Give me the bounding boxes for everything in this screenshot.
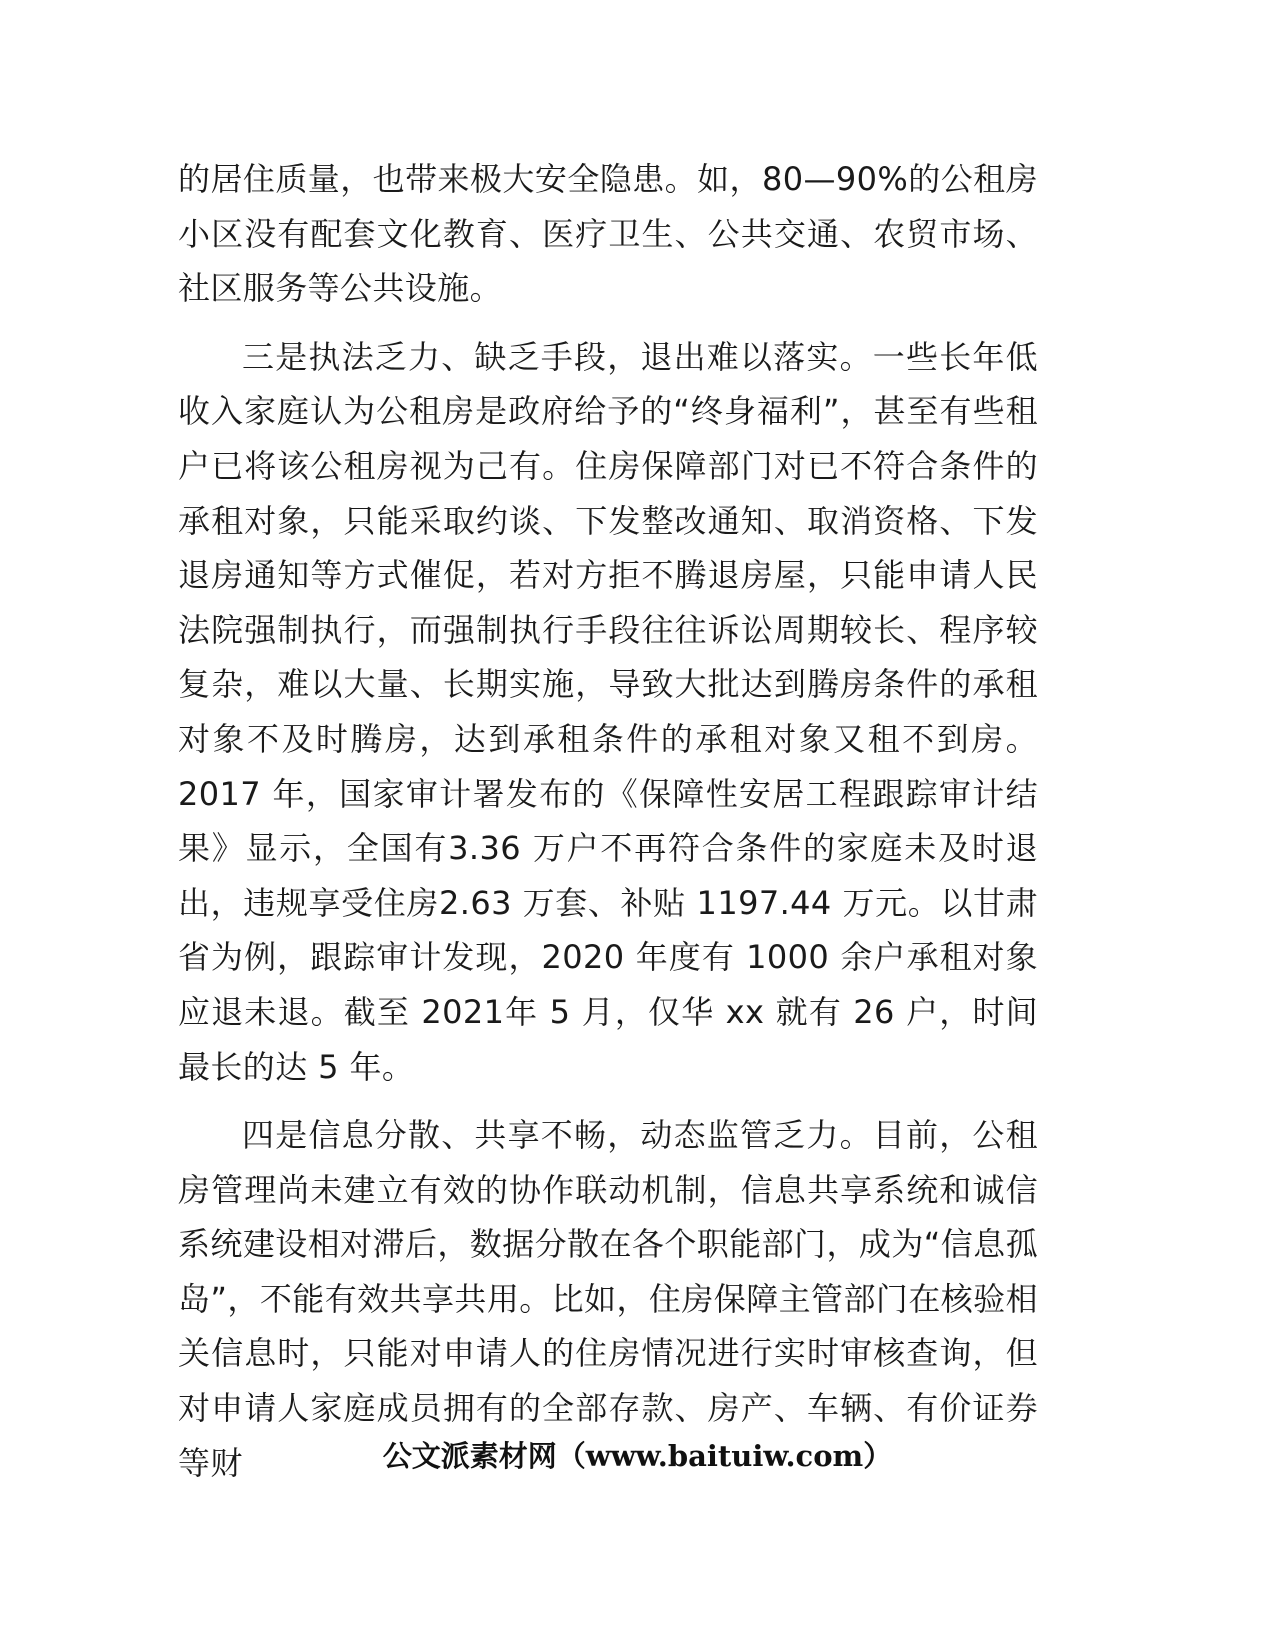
paragraph-continued: 的居住质量，也带来极大安全隐患。如，80—90%的公租房小区没有配套文化教育、医疗卫生、公共交通、农贸市场、社区服务等公共设施。 (178, 160, 1038, 308)
document-body (178, 152, 1038, 1504)
footer-watermark: 公文派素材网（www.baituiw.com） (382, 1439, 893, 1473)
paragraph-point-three: 三是执法乏力、缺乏手段，退出难以落实。一些长年低收入家庭认为公租房是政府给予的“终身福利”，甚至有些租户已将该公租房视为己有。住房保障部门对已不符合条件的承租对象，只能采取约谈、下发整改通知、取消资格、下发退房通知等方式催促，若对方拒不腾退房屋，只能申请人民法院强制执行，而强制执行手段往往诉讼周期较长、程序较复杂，难以大量、长期实施，导致大批达到腾房条件的承租对象不及时腾房，达到承租条件的承租对象又租不到房。2017 年，国家审计署发布的《保障性安居工程跟踪审计结果》显示，全国有3.36 万户不再符合条件的家庭未及时退出，违规享受住房2.63 万套、补贴 1197.44 万元。以甘肃省为例，跟踪审计发现，2020 年度有 1000 余户承租对象应退未退。截至 2021年 5 月，仅华 xx 就有 26 户，时间最长的达 5 年。 (178, 337, 1038, 1086)
paragraph-point-four: 四是信息分散、共享不畅，动态监管乏力。目前，公租房管理尚未建立有效的协作联动机制，信息共享系统和诚信系统建设相对滞后，数据分散在各个职能部门，成为“信息孤岛”，不能有效共享共用。比如，住房保障主管部门在核验相关信息时，只能对申请人的住房情况进行实时审核查询，但对申请人家庭成员拥有的全部存款、房产、车辆、有价证券等财 (178, 1116, 1038, 1482)
